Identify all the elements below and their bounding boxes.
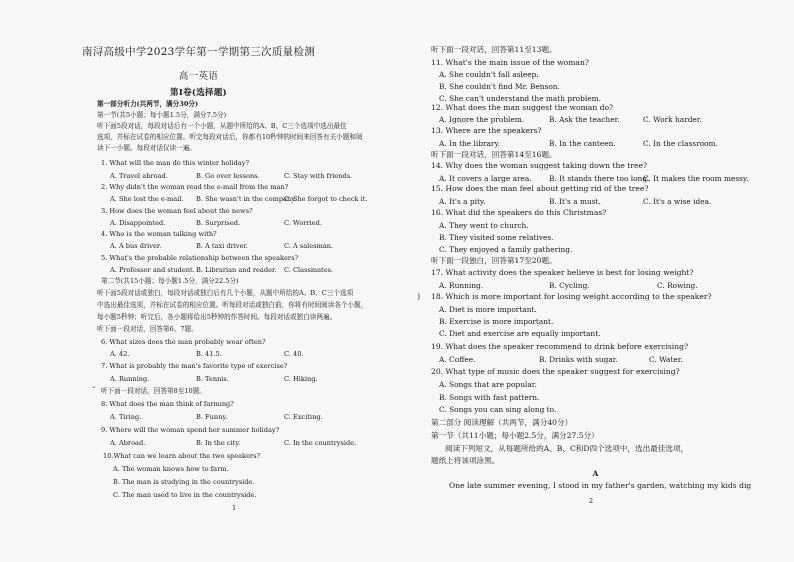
question-2: 2. Why didn't the woman read the e-mail from the man? xyxy=(101,183,289,191)
page-number: 1 xyxy=(232,504,237,512)
question-18: 18. Which is more important for losing weight according to the speaker? xyxy=(431,292,712,301)
q6-option-a: A. 42. xyxy=(110,350,130,358)
question-9: 9. Where will the woman spend her summer holiday? xyxy=(101,426,280,434)
q18-option-a: A. Diet is more important. xyxy=(439,305,537,314)
q15-option-b: B. It's a must. xyxy=(549,197,601,206)
instruction-line: 每小题5秒钟；听完后，各小题将给出5秒钟的作答时间。每段对话或独白读两遍。 xyxy=(97,313,337,321)
q5-option-a: A. Professor and student. xyxy=(110,266,195,274)
instruction-line: 听下面5段对话或独白，每段对话或独白后有几个小题，从题中所给的A、B、C三个选项 xyxy=(97,289,354,297)
q8-option-a: A. Tiring. xyxy=(110,413,142,421)
question-13: 13. Where are the speakers? xyxy=(431,126,542,135)
q11-option-b: B. She couldn't find Mr. Benson. xyxy=(439,82,560,91)
q19-option-c: C. Water. xyxy=(649,355,683,364)
right-page xyxy=(397,0,794,562)
question-8: 8. What does the man think of farming? xyxy=(101,400,234,408)
question-11: 11. What's the main issue of the woman? xyxy=(431,58,589,67)
instruction-line: 读下一小题。每段对话仅读一遍。 xyxy=(97,144,196,152)
q16-option-a: A. They went to church. xyxy=(439,221,529,230)
q9-option-b: B. In the city. xyxy=(196,439,241,447)
q11-option-c: C. She can't understand the math problem. xyxy=(439,94,601,103)
q19-option-b: B. Drinks with sugar. xyxy=(539,355,618,364)
q15-option-a: A. It's a pity. xyxy=(439,197,486,206)
question-17: 17. What activity does the speaker believe is best for losing weight? xyxy=(431,268,694,277)
question-1: 1. What will the man do this winter holiday? xyxy=(101,159,249,167)
instruction-line: 选项，并标在试卷的相应位置。听完每段对话后，你都有10秒钟的时间来回答有关小题和阅 xyxy=(97,133,363,141)
exam-title: 南浔高级中学2023学年第一学期第三次质量检测 xyxy=(81,46,316,58)
listen-instruction: 听下面一段对话，回答第14至16题。 xyxy=(431,150,557,159)
exam-part: 第Ⅰ卷(选择题) xyxy=(170,88,227,98)
listen-instruction: 听下面一段对话，回答第11至13题。 xyxy=(431,45,557,54)
instruction-line: 中选出最佳选项，并标在试卷的相应位置。听每段对话或独白前，你将有时间阅读各个小题， xyxy=(97,301,368,309)
q16-option-b: B. They visited some relatives. xyxy=(439,233,554,242)
question-3: 3. How does the woman feel about the news? xyxy=(101,207,253,215)
q14-option-b: B. It stands there too long. xyxy=(549,174,650,183)
q8-option-c: C. Exciting. xyxy=(284,413,323,421)
q9-option-a: A. Abroad. xyxy=(110,439,146,447)
q19-option-a: A. Coffee. xyxy=(439,355,476,364)
part2-title: 第二部分 阅读理解（共两节，满分40分） xyxy=(431,418,573,427)
passage-text: One late summer evening, I stood in my father's garden, watching my kids dig xyxy=(449,481,752,490)
question-5: 5. What's the probable relationship between the speakers? xyxy=(101,254,298,262)
q4-option-c: C. A salesman. xyxy=(284,242,334,250)
q5-option-b: B. Librarian and reader. xyxy=(196,266,277,274)
q2-option-c: C. She forgot to check it. xyxy=(284,195,368,203)
listen-instruction: 听下面一段独白，回答第17至20题。 xyxy=(431,256,557,265)
q17-option-b: B. Cycling. xyxy=(549,281,590,290)
q12-option-a: A. Ignore the problem. xyxy=(439,115,525,124)
q8-option-b: B. Funny. xyxy=(196,413,228,421)
question-16: 16. What did the speakers do this Christmas? xyxy=(431,208,607,217)
q11-option-a: A. She couldn't fall asleep. xyxy=(439,70,539,79)
q15-option-c: C. It's a wise idea. xyxy=(643,197,712,206)
q12-option-c: C. Work harder. xyxy=(643,115,702,124)
section1-title: 第一部分听力(共两节，满分30分) xyxy=(97,100,199,108)
q6-option-b: B. 41.5. xyxy=(196,350,222,358)
instruction-line: 题纸上将该项涂黑。 xyxy=(431,456,500,465)
instruction-line: 阅读下列短文，从每题所给的A、B、C和D四个选项中，选出最佳选项， xyxy=(445,444,689,453)
q14-option-c: C. It makes the room messy. xyxy=(643,174,749,183)
margin-mark: ) xyxy=(417,292,421,301)
q18-option-c: C. Diet and exercise are equally important. xyxy=(439,329,601,338)
q4-option-b: B. A taxi driver. xyxy=(196,242,249,250)
q10-option-c: C. The man used to live in the countryside. xyxy=(113,491,257,499)
section2-sub: 第二节(共15小题；每小题1.5分，满分22.5分) xyxy=(101,277,239,285)
question-15: 15. How does the man feel about getting rid of the tree? xyxy=(431,184,649,193)
q9-option-c: C. In the countryside. xyxy=(284,439,357,447)
q1-option-a: A. Travel abroad. xyxy=(110,172,168,180)
question-19: 19. What does the speaker recommend to drink before exercising? xyxy=(431,342,689,351)
q13-option-c: C. In the classroom. xyxy=(643,139,718,148)
listen-instruction: 听下面一段对话，回答第6、7题。 xyxy=(97,325,198,333)
question-12: 12. What does the man suggest the woman do? xyxy=(431,103,614,112)
q17-option-c: C. Rowing. xyxy=(657,281,698,290)
q10-option-a: A. The woman knows how to farm. xyxy=(113,465,229,473)
q18-option-b: B. Exercise is more important. xyxy=(439,317,554,326)
listen-instruction: 听下面一段对话，回答第8至10题。 xyxy=(101,387,206,395)
question-20: 20. What type of music does the speaker suggest for exercising? xyxy=(431,367,680,376)
q1-option-b: B. Go over lessons. xyxy=(196,172,260,180)
passage-label: A xyxy=(592,469,599,478)
q5-option-c: C. Classmates. xyxy=(284,266,334,274)
q2-option-a: A. She lost the e-mail. xyxy=(110,195,184,203)
q12-option-b: B. Ask the teacher. xyxy=(549,115,620,124)
section1-sub: 第一节(共5小题；每小题1.5分，满分7.5分) xyxy=(97,111,227,119)
q3-option-a: A. Disappointed. xyxy=(110,219,166,227)
q17-option-a: A. Running. xyxy=(439,281,484,290)
q13-option-b: B. In the canteen. xyxy=(549,139,616,148)
q6-option-c: C. 40. xyxy=(284,350,304,358)
q2-option-b: B. She wasn't in the company. xyxy=(196,195,297,203)
q7-option-a: A. Running. xyxy=(110,375,150,383)
exam-subject: 高一英语 xyxy=(178,71,219,82)
q20-option-c: C. Songs you can sing along to. xyxy=(439,405,557,414)
q14-option-a: A. It covers a large area. xyxy=(439,174,532,183)
q7-option-c: C. Hiking. xyxy=(284,375,318,383)
q1-option-c: C. Stay with friends. xyxy=(284,172,353,180)
instruction-line: 听下面5段对话，每段对话后有一个小题，从题中所给的A、B、C三个选项中选出最佳 xyxy=(97,122,347,130)
q13-option-a: A. In the library. xyxy=(439,139,500,148)
q7-option-b: B. Tennis. xyxy=(196,375,229,383)
q4-option-a: A. A bus driver. xyxy=(110,242,162,250)
q3-option-c: C. Worried. xyxy=(284,219,322,227)
question-14: 14. Why does the woman suggest taking down the tree? xyxy=(431,161,648,170)
q10-option-b: B. The man is studying in the countryside. xyxy=(113,478,255,486)
q20-option-a: A. Songs that are popular. xyxy=(439,380,537,389)
q20-option-b: B. Songs with fast pattern. xyxy=(439,393,540,402)
q3-option-b: B. Surprised. xyxy=(196,219,241,227)
margin-mark: ˇ xyxy=(92,386,96,395)
question-7: 7. What is probably the man's favorite type of exercise? xyxy=(101,362,288,370)
q16-option-c: C. They enjoyed a family gathering. xyxy=(439,245,573,254)
question-6: 6. What sizes does the man probably wear often? xyxy=(101,338,266,346)
question-4: 4. Who is the woman talking with? xyxy=(101,230,217,238)
page-number: 2 xyxy=(589,497,594,505)
part2-sub: 第一节（共11小题；每小题2.5分，满分27.5分） xyxy=(431,431,599,440)
question-10: 10.What can we learn about the two speakers? xyxy=(103,452,261,460)
